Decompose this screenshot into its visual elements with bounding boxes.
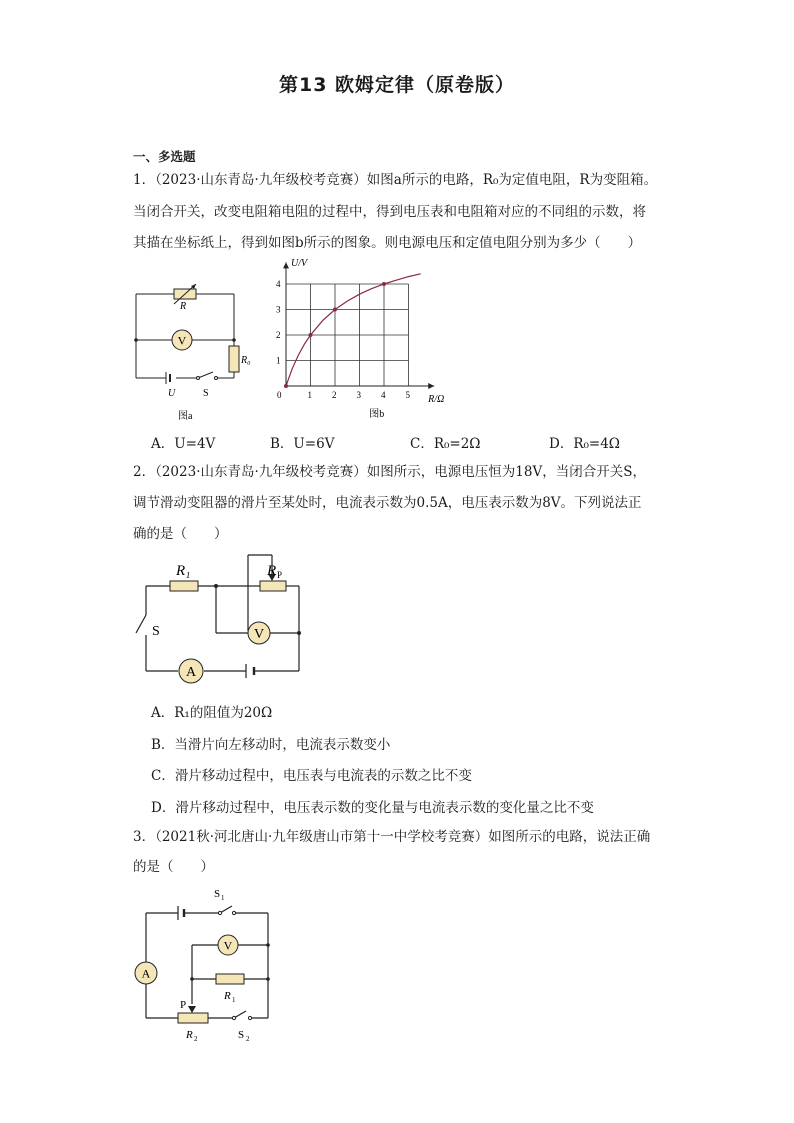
q2-option-a[interactable]: A．R₁的阻值为20Ω [151, 705, 273, 721]
resistor-r1-symbol [216, 974, 244, 984]
q3-line-1: 3．（2021秋·河北唐山·九年级唐山市第十一中学校考竞赛）如图所示的电路，说法正确 [133, 829, 651, 845]
chart-x-tick-label: 3 [356, 390, 361, 400]
q2-circuit-figure [128, 553, 313, 690]
q1-line-3: 其描在坐标纸上，得到如图b所示的图象。则电源电压和定值电阻分别为多少（ ） [133, 235, 642, 251]
chart-y-tick-label: 1 [276, 355, 281, 366]
label-s: S [152, 624, 160, 639]
voltmeter-label: V [177, 333, 187, 348]
chart-y-arrow-icon [283, 262, 289, 268]
chart-grid [286, 284, 409, 386]
rheostat-r2-symbol [178, 1013, 208, 1023]
svg-text:1: 1 [221, 894, 225, 902]
ammeter-label: A [185, 665, 197, 680]
chart-x-arrow-icon [428, 383, 434, 389]
label-r1: R₁ [176, 563, 191, 579]
switch-s-blade [136, 615, 146, 633]
svg-text:1: 1 [232, 996, 236, 1004]
resistor-r0-symbol [229, 346, 239, 372]
figure-a-caption: 图a [178, 411, 193, 422]
label-r2: R [186, 1029, 193, 1041]
q2-line-3: 确的是（ ） [133, 526, 228, 542]
label-s2: S [238, 1029, 245, 1041]
rheostat-rp-symbol [260, 581, 286, 591]
label-rp: R [267, 563, 277, 579]
q2-option-d[interactable]: D．滑片移动过程中，电压表示数的变化量与电流表示数的变化量之比不变 [151, 800, 594, 816]
page-title: 第13 欧姆定律（原卷版） [278, 74, 516, 96]
q1-line-1: 1．（2023·山东青岛·九年级校考竞赛）如图a所示的电路，R₀为定值电阻，R为变阻箱。 [133, 172, 658, 188]
q1-circuit-figure-a [128, 280, 253, 422]
q3-line-2: 的是（ ） [133, 859, 214, 875]
chart-x-tick-label: 4 [381, 390, 386, 400]
label-s: S [203, 388, 209, 399]
junction-dot [214, 584, 218, 588]
chart-series-line [286, 274, 421, 386]
section-heading: 一、多选题 [133, 149, 196, 164]
chart-curve [286, 274, 421, 386]
chart-y-tick-label: 4 [276, 279, 281, 289]
chart-x-tick-label: 2 [332, 390, 337, 400]
q2-line-2: 调节滑动变阻器的滑片至某处时，电流表示数为0.5A，电压表示数为8V。下列说法正 [133, 495, 642, 511]
label-r: R [180, 301, 187, 312]
q1-option-a[interactable]: A．U=4V [151, 436, 216, 452]
q3-circuit-figure [128, 882, 288, 1047]
chart-tick-labels [276, 279, 411, 400]
junction-dot [297, 631, 301, 635]
q1-option-c[interactable]: C．R₀=2Ω [410, 436, 481, 452]
label-s1: S [214, 888, 221, 900]
chart-x-tick-label: 1 [307, 390, 312, 400]
q2-option-b[interactable]: B．当滑片向左移动时，电流表示数变小 [151, 737, 391, 753]
chart-data-point [333, 308, 337, 312]
q1-option-b[interactable]: B．U=6V [270, 436, 335, 452]
chart-x-axis-label: R/Ω [428, 394, 445, 405]
label-r0: R₀ [241, 355, 251, 366]
svg-text:2: 2 [246, 1035, 250, 1043]
chart-y-tick-label: 3 [276, 304, 281, 315]
slider-arrow-icon [188, 1006, 196, 1013]
voltmeter-label: V [253, 627, 265, 642]
label-u: U [168, 388, 176, 399]
label-p: P [180, 999, 187, 1011]
chart-x-tick-label: 5 [405, 390, 410, 400]
figure-b-caption: 图b [369, 409, 385, 420]
chart-data-point [309, 333, 313, 337]
chart-y-axis-label: U/V [291, 258, 308, 270]
chart-data-point [382, 282, 386, 286]
svg-text:2: 2 [194, 1035, 198, 1043]
chart-y-tick-label: 2 [276, 330, 281, 340]
q2-line-1: 2．（2023·山东青岛·九年级校考竞赛）如图所示，电源电压恒为18V，当闭合开关S， [133, 464, 646, 480]
q1-line-2: 当闭合开关，改变电阻箱电阻的过程中，得到电压表和电阻箱对应的不同组的示数，将 [133, 204, 646, 220]
voltmeter-label: V [223, 938, 233, 953]
q1-uv-chart [268, 256, 468, 422]
chart-data-point [284, 384, 288, 388]
resistor-r1-symbol [170, 581, 198, 591]
q2-option-c[interactable]: C．滑片移动过程中，电压表与电流表的示数之比不变 [151, 768, 472, 784]
label-rp-sub: P [277, 570, 283, 580]
label-r1: R [224, 990, 231, 1002]
q1-option-d[interactable]: D．R₀=4Ω [549, 436, 620, 452]
chart-axes [283, 262, 434, 389]
chart-x-tick-label: 0 [277, 390, 282, 400]
ammeter-label: A [141, 966, 151, 981]
